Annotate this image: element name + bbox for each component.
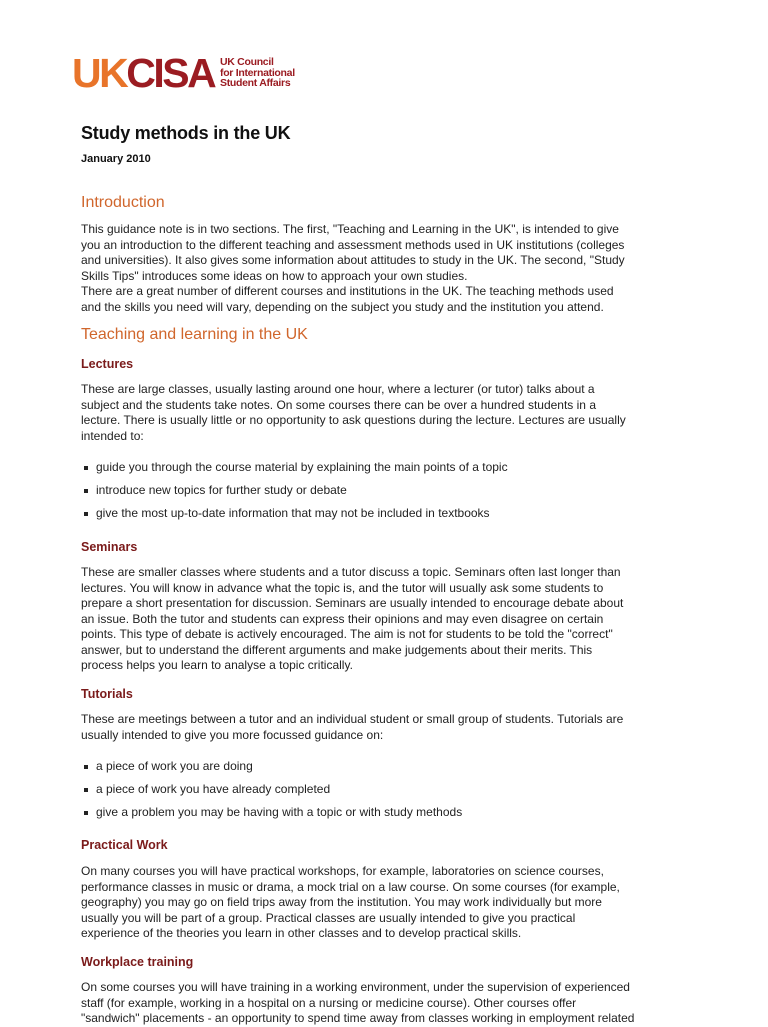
list-item [84, 759, 462, 782]
bullet-marker [84, 489, 88, 493]
practical-work-paragraph: On many courses you will have practical workshops, for example, laboratories on science courses, performance classes in music or drama, a mock trial on a law course. On some courses (for example, geography) you may go on field trips away from the institution. You may work individually but more usually you will be part of a group. Practical classes are usually intended to give you practical experience of the theories you learn in other classes and to develop practical skills. [81, 864, 620, 940]
lectures-paragraph: These are large classes, usually lasting around one hour, where a lecturer (or tutor) talks about a subject and the students take notes. On some courses there can be over a hundred students in a lecture. There is usually little or no opportunity to ask questions during the lecture. Lectures are usually intended to: [81, 382, 626, 443]
list-item-text: a piece of work you are doing [96, 759, 253, 773]
list-item [84, 506, 508, 529]
seminars-heading: Seminars [81, 540, 138, 554]
introduction-heading: Introduction [81, 194, 165, 211]
logo-mark-uk: UK [72, 50, 127, 96]
practical-work-heading: Practical Work [81, 838, 168, 852]
logo-line-2: for International [220, 66, 295, 79]
logo-mark-cisa: CISA [126, 50, 215, 96]
list-item [84, 805, 462, 828]
page-title: Study methods in the UK [81, 123, 291, 143]
publication-date: January 2010 [81, 153, 151, 165]
logo-line-3: Student Affairs [220, 77, 291, 89]
list-item-text: guide you through the course material by explaining the main points of a topic [96, 460, 508, 474]
seminars-paragraph: These are smaller classes where students and a tutor discuss a topic. Seminars often last longer than lectures. You will know in advance what the topic is, and the tutor will usually ask some students to prepare a short presentation for discussion. Seminars are usually intended to encourage debate about an issue. Both the tutor and students can express their opinions and may even disagree on certain points. This type of debate is actively encouraged. The aim is not for students to be told the "correct" answer, but to understand the different arguments and make judgements about their merits. This process helps you learn to analyse a topic critically. [81, 565, 624, 672]
logo-line-1: UK Council [220, 56, 274, 68]
bullet-marker [84, 811, 88, 815]
list-item [84, 782, 462, 805]
introduction-paragraph: This guidance note is in two sections. The first, "Teaching and Learning in the UK", is intended to give you an introduction to the different teaching and assessment methods used in UK institutions (colleges and universities). It also gives some information about attitudes to study in the UK. The second, "Study Skills Tips" introduces some ideas on how to approach your own studies. There are a great number of different courses and institutions in the UK. The teaching methods used and the skills you need will vary, depending on the subject you study and the institution you attend. [81, 222, 625, 314]
workplace-training-heading: Workplace training [81, 955, 194, 969]
bullet-marker [84, 466, 88, 470]
logo-full-name [220, 57, 330, 89]
list-item-text: give a problem you may be having with a topic or with study methods [96, 805, 463, 819]
bullet-marker [84, 788, 88, 792]
workplace-training-paragraph: On some courses you will have training in a working environment, under the supervision of experienced staff (for example, working in a hospital on a nursing or medicine course). Other courses offer "sandwich" placements - an opportunity to spend time away from classes working in employment related [81, 980, 635, 1025]
lectures-bullet-list [84, 460, 508, 529]
list-item [84, 483, 508, 506]
tutorials-paragraph: These are meetings between a tutor and an individual student or small group of students. Tutorials are usually intended to give you more focussed guidance on: [81, 712, 624, 742]
list-item-text: introduce new topics for further study or debate [96, 483, 347, 497]
teaching-heading: Teaching and learning in the UK [81, 326, 308, 343]
logo-mark [72, 50, 215, 96]
bullet-marker [84, 512, 88, 516]
lectures-heading: Lectures [81, 357, 134, 371]
tutorials-bullet-list [84, 759, 462, 828]
bullet-marker [84, 765, 88, 769]
tutorials-heading: Tutorials [81, 687, 133, 701]
list-item-text: a piece of work you have already completed [96, 782, 331, 796]
list-item-text: give the most up-to-date information that may not be included in textbooks [96, 506, 490, 520]
list-item [84, 460, 508, 483]
